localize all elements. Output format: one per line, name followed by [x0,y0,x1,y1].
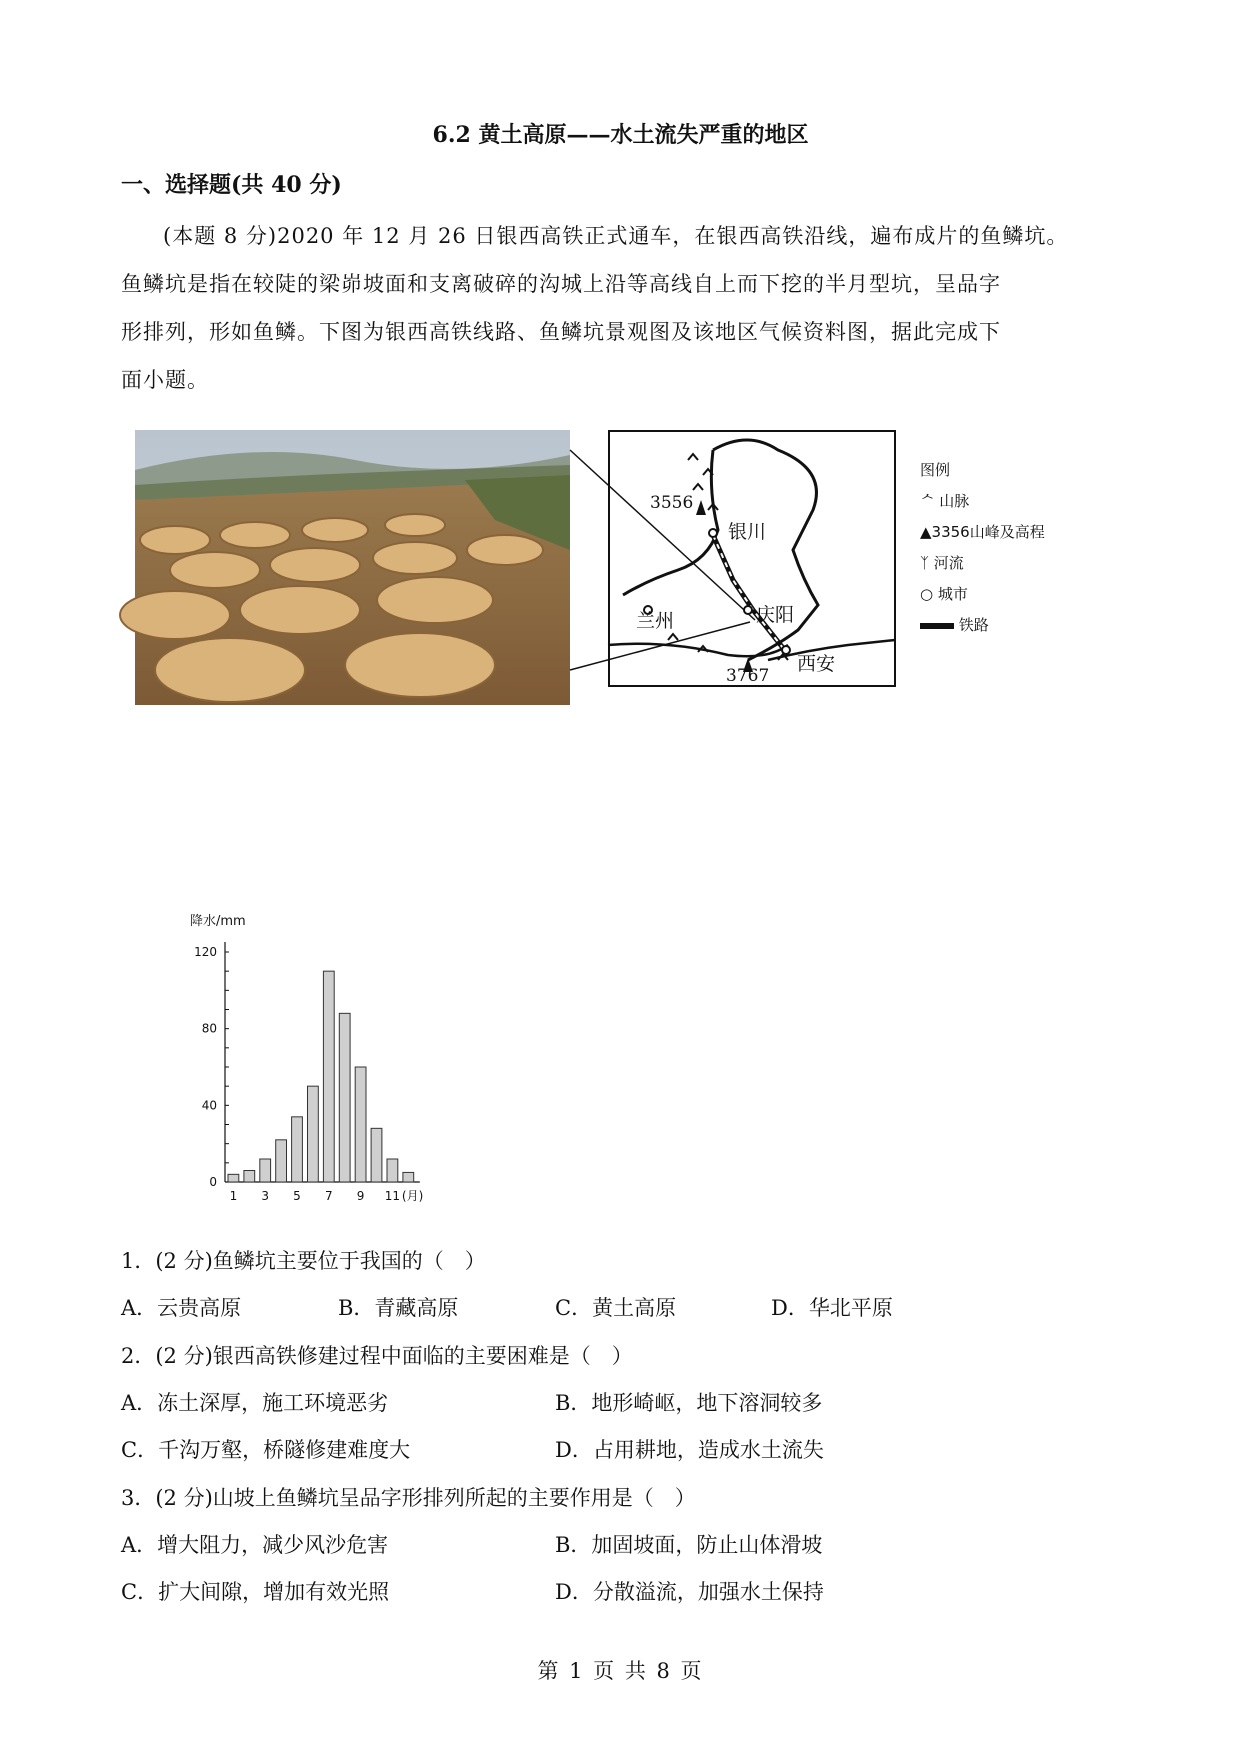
q2-option-c[interactable]: C．千沟万壑，桥隧修建难度大 [121,1438,411,1462]
q3-option-b[interactable]: B．加固坡面，防止山体滑坡 [555,1533,823,1557]
map-label-city: 西安 [797,653,836,675]
bar [244,1171,255,1183]
question-2-stem: 2．(2 分)银西高铁修建过程中面临的主要困难是（ ） [121,1344,633,1368]
precipitation-chart [185,905,435,1203]
x-axis-title: (月) [401,1189,424,1203]
city-icon [709,529,717,537]
q1-option-d[interactable]: D．华北平原 [771,1296,893,1320]
x-tick-label: 3 [261,1189,270,1203]
bar [276,1140,287,1182]
railway-icon [920,623,954,629]
page-title: 6.2 黄土高原——水土流失严重的地区 [432,122,809,148]
legend-item: 铁路 [920,610,1045,641]
intro-line: 形排列，形如鱼鳞。下图为银西高铁线路、鱼鳞坑景观图及该地区气候资料图，据此完成下 [121,320,1001,344]
map-legend [920,455,1045,641]
q3-option-c[interactable]: C．扩大间隙，增加有效光照 [121,1580,390,1604]
x-tick-label: 7 [324,1189,333,1203]
fish-scale-pit-photo [135,430,570,705]
bar [260,1159,271,1182]
q1-option-b[interactable]: B．青藏高原 [338,1296,459,1320]
intro-line: (本题 8 分)2020 年 12 月 26 日银西高铁正式通车，在银西高铁沿线，遍布成片的鱼鳞坑。 [163,224,1069,248]
map-label-city: 庆阳 [756,604,795,626]
q2-option-b[interactable]: B．地形崎岖，地下溶洞较多 [555,1391,823,1415]
q2-option-a[interactable]: A．冻土深厚，施工环境恶劣 [121,1391,389,1415]
bar [403,1172,414,1182]
city-icon [782,646,790,654]
bar [228,1174,239,1182]
y-axis-title: 降水/mm [190,914,246,929]
city-icon [744,606,752,614]
section-heading: 一、选择题(共 40 分) [121,172,342,198]
bar [323,971,334,1182]
q3-option-d[interactable]: D．分散溢流，加强水土保持 [555,1580,824,1604]
question-1-stem: 1．(2 分)鱼鳞坑主要位于我国的（ ） [121,1249,486,1273]
q1-option-c[interactable]: C．黄土高原 [555,1296,677,1320]
x-tick-label: 11 [384,1189,401,1203]
x-tick-label: 5 [293,1189,301,1203]
legend-item: ᄉ 山脉 [920,492,970,510]
x-tick-label: 1 [229,1189,238,1203]
legend-item: ᛉ 河流 [920,554,964,572]
map-label-peak: 3767 [726,666,770,686]
y-tick-label: 40 [201,1098,217,1113]
page-footer: 第 1 页 共 8 页 [537,1659,704,1683]
mountain-icon: ᄉ [920,492,935,510]
y-tick-label: 0 [209,1175,217,1189]
map-label-peak: 3556 [650,493,694,513]
peak-icon [696,500,706,515]
y-tick-label: 120 [194,945,217,959]
intro-line: 面小题。 [121,368,209,392]
legend-item: ▲3356山峰及高程 [920,523,1045,541]
q1-option-a[interactable]: A．云贵高原 [121,1296,242,1320]
bar [387,1159,398,1182]
question-3-stem: 3．(2 分)山坡上鱼鳞坑呈品字形排列所起的主要作用是（ ） [121,1486,696,1510]
map-label-city: 兰州 [636,610,675,632]
legend-item: ○ 城市 [920,585,968,603]
peak-icon: ▲ [920,523,932,541]
city-icon: ○ [920,585,934,603]
river-icon: ᛉ [920,554,930,572]
y-tick-label: 80 [201,1021,217,1036]
q3-option-a[interactable]: A．增大阻力，减少风沙危害 [121,1533,389,1557]
bar [371,1128,382,1182]
legend-title: 图例 [920,461,951,479]
bar [355,1067,366,1182]
q2-option-d[interactable]: D．占用耕地，造成水土流失 [555,1438,824,1462]
intro-line: 鱼鳞坑是指在较陡的梁峁坡面和支离破碎的沟城上沿等高线自上而下挖的半月型坑，呈品字 [121,272,1001,296]
map-label-city: 银川 [728,521,767,543]
intro-paragraph [121,212,1131,404]
bar [308,1086,319,1182]
bar [292,1117,303,1182]
x-tick-label: 9 [356,1189,365,1203]
railway-map [608,430,898,690]
bar [339,1013,350,1182]
